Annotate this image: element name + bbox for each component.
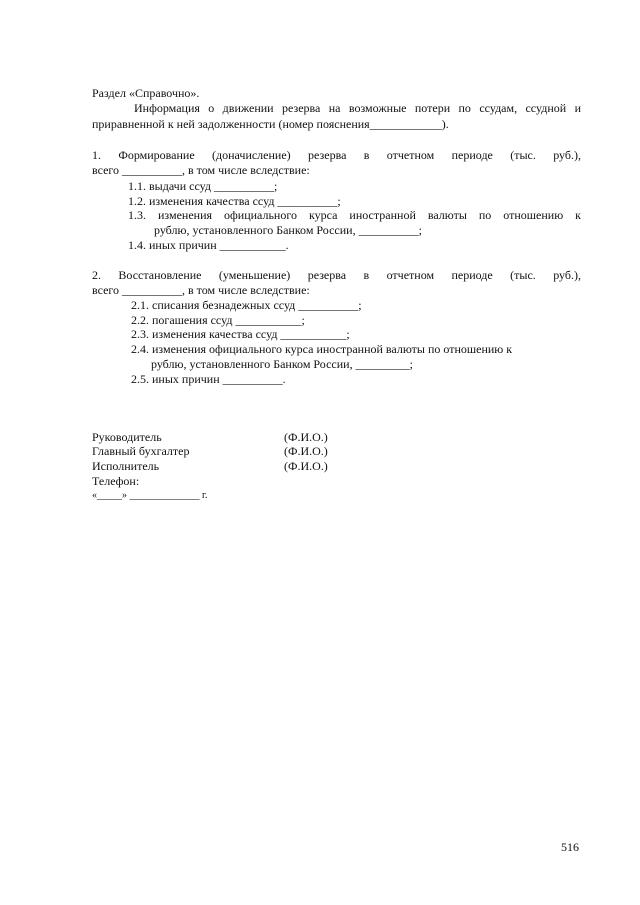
restoration-item: 2.3. изменения качества ссуд ___________; [131,327,350,341]
formation-item: 1.1. выдачи ссуд __________; [128,179,278,193]
signature-accountant-label: Главный бухгалтер [92,444,190,458]
formation-item-continuation: рублю, установленного Банком России, __________; [154,223,422,237]
info-line-1: Информация о движении резерва на возможные потери по ссудам, ссудной и [134,101,581,115]
signature-executor-label: Исполнитель [92,459,160,473]
formation-line-1: 1. Формирование (доначисление) резерва в отчетном периоде (тыс. руб.), [92,148,581,162]
formation-item: 1.4. иных причин ___________. [128,238,289,252]
formation-item: 1.2. изменения качества ссуд __________; [128,194,341,208]
section-heading: Раздел «Справочно». [92,86,200,100]
restoration-item: 2.4. изменения официального курса иностранной валюты по отношению к [131,342,513,356]
page-number: 516 [561,840,579,854]
restoration-item-continuation: рублю, установленного Банком России, _________; [151,357,413,371]
restoration-line-1: 2. Восстановление (уменьшение) резерва в отчетном периоде (тыс. руб.), [92,268,581,282]
restoration-item: 2.2. погашения ссуд ___________; [131,313,305,327]
signature-head-name: (Ф.И.О.) [284,430,328,444]
signature-executor-name: (Ф.И.О.) [284,459,328,473]
phone-label: Телефон: [92,474,140,488]
info-line-2: приравненной к ней задолженности (номер пояснения____________). [92,117,449,131]
restoration-item: 2.5. иных причин __________. [131,372,286,386]
date-line: «_____» ______________ г. [92,490,208,501]
signature-accountant-name: (Ф.И.О.) [284,444,328,458]
restoration-item: 2.1. списания безнадежных ссуд __________; [131,298,362,312]
formation-line-2: всего __________, в том числе вследствие: [92,163,310,177]
signature-head-label: Руководитель [92,430,162,444]
formation-item: 1.3. изменения официального курса иностранной валюты по отношению к [128,208,581,222]
restoration-line-2: всего __________, в том числе вследствие: [92,283,310,297]
